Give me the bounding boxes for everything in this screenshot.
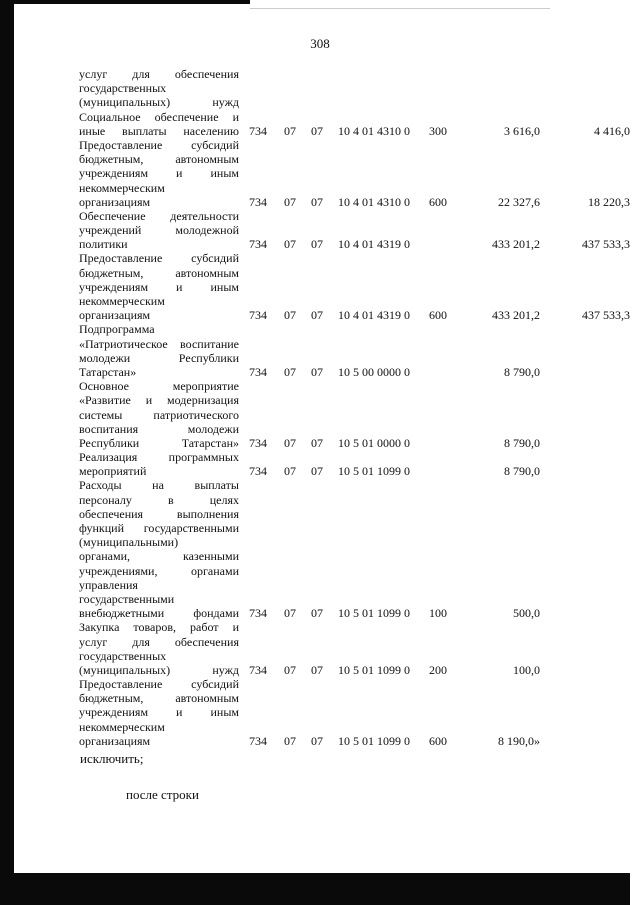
description-line: услуг для обеспечения bbox=[79, 67, 239, 81]
target-article-code: 10 5 00 0000 0 bbox=[338, 364, 410, 379]
description-line: учреждений молодежной bbox=[79, 223, 239, 238]
amount-year-1: 8 790,0 bbox=[504, 464, 540, 479]
description-line: обеспечения выполнения bbox=[79, 506, 239, 521]
target-article-code: 10 5 01 1099 0 bbox=[338, 464, 410, 479]
description-line: организациям bbox=[79, 733, 151, 748]
description-line: учреждениям и иным bbox=[79, 705, 239, 720]
description-line: «Развитие и модернизация bbox=[79, 393, 239, 408]
amount-year-2: 437 533,3 bbox=[582, 308, 630, 323]
amount-year-1: 433 201,2 bbox=[492, 237, 540, 252]
amount-year-1: 8 190,0» bbox=[498, 733, 540, 748]
target-article-code: 10 5 01 0000 0 bbox=[338, 435, 410, 450]
scan-border-top bbox=[14, 0, 250, 4]
target-article-code: 10 4 01 4310 0 bbox=[338, 194, 410, 209]
target-article-code: 10 5 01 1099 0 bbox=[338, 733, 410, 748]
section-code: 07 bbox=[284, 237, 296, 252]
amount-year-1: 8 790,0 bbox=[504, 435, 540, 450]
subsection-code: 07 bbox=[311, 606, 323, 621]
description-line: учреждениями, органами bbox=[79, 563, 239, 578]
description-line: Закупка товаров, работ и bbox=[79, 620, 239, 635]
description-line: государственными bbox=[79, 591, 175, 606]
section-code: 07 bbox=[284, 464, 296, 479]
department-code: 734 bbox=[249, 464, 267, 479]
department-code: 734 bbox=[249, 194, 267, 209]
row-description bbox=[79, 322, 239, 379]
description-line: Татарстан» bbox=[79, 364, 137, 379]
table-row bbox=[79, 620, 630, 677]
description-line: Предоставление субсидий bbox=[79, 677, 239, 692]
description-line: Подпрограмма bbox=[79, 322, 155, 337]
description-line: некоммерческим bbox=[79, 719, 165, 734]
subsection-code: 07 bbox=[311, 308, 323, 323]
description-line: «Патриотическое воспитание bbox=[79, 336, 239, 351]
table-row bbox=[79, 209, 630, 252]
section-code: 07 bbox=[284, 123, 296, 138]
row-description bbox=[79, 677, 239, 748]
amount-year-2: 4 416,0 bbox=[594, 123, 630, 138]
description-line: бюджетным, автономным bbox=[79, 691, 239, 706]
description-line: некоммерческим bbox=[79, 180, 165, 195]
description-line: (муниципальных) нужд bbox=[79, 662, 239, 677]
description-line: (муниципальных) нужд bbox=[79, 95, 239, 110]
description-line: учреждениям и иным bbox=[79, 166, 239, 181]
instruction-exclude: исключить; bbox=[80, 751, 144, 766]
description-line: функций государственными bbox=[79, 521, 239, 535]
table-row bbox=[79, 110, 630, 138]
scan-artifact-line bbox=[250, 8, 550, 9]
expense-type-code: 600 bbox=[429, 733, 447, 748]
section-code: 07 bbox=[284, 733, 296, 748]
subsection-code: 07 bbox=[311, 123, 323, 138]
subsection-code: 07 bbox=[311, 194, 323, 209]
department-code: 734 bbox=[249, 123, 267, 138]
table-row bbox=[79, 251, 630, 322]
section-code: 07 bbox=[284, 364, 296, 379]
table-row bbox=[79, 478, 630, 620]
description-line: органами, казенными bbox=[79, 549, 239, 564]
target-article-code: 10 4 01 4310 0 bbox=[338, 123, 410, 138]
subsection-code: 07 bbox=[311, 662, 323, 677]
target-article-code: 10 5 01 1099 0 bbox=[338, 662, 410, 677]
row-description bbox=[79, 620, 239, 677]
subsection-code: 07 bbox=[311, 364, 323, 379]
expense-type-code: 600 bbox=[429, 194, 447, 209]
scan-border-bottom bbox=[14, 873, 630, 905]
description-line: персоналу в целях bbox=[79, 492, 239, 507]
department-code: 734 bbox=[249, 662, 267, 677]
section-code: 07 bbox=[284, 435, 296, 450]
subsection-code: 07 bbox=[311, 733, 323, 748]
description-line: государственных bbox=[79, 648, 167, 663]
department-code: 734 bbox=[249, 308, 267, 323]
amount-year-1: 500,0 bbox=[513, 606, 540, 621]
scan-border-left bbox=[0, 0, 14, 905]
amount-year-1: 433 201,2 bbox=[492, 308, 540, 323]
description-line: Основное мероприятие bbox=[79, 379, 239, 394]
row-description bbox=[79, 251, 239, 322]
row-description bbox=[79, 478, 239, 620]
description-line: организациям bbox=[79, 308, 151, 323]
description-line: организациям bbox=[79, 194, 151, 209]
description-line: бюджетным, автономным bbox=[79, 152, 239, 167]
description-line: Предоставление субсидий bbox=[79, 251, 239, 266]
description-line: (муниципальными) bbox=[79, 535, 179, 550]
section-code: 07 bbox=[284, 606, 296, 621]
subsection-code: 07 bbox=[311, 464, 323, 479]
table-row bbox=[79, 379, 630, 450]
row-description bbox=[79, 138, 239, 209]
description-line: иные выплаты населению bbox=[79, 123, 239, 138]
expense-type-code: 200 bbox=[429, 662, 447, 677]
department-code: 734 bbox=[249, 733, 267, 748]
instruction-after-line: после строки bbox=[126, 787, 199, 802]
department-code: 734 bbox=[249, 237, 267, 252]
description-line: услуг для обеспечения bbox=[79, 634, 239, 649]
description-line: Обеспечение деятельности bbox=[79, 208, 239, 223]
subsection-code: 07 bbox=[311, 237, 323, 252]
description-line: бюджетным, автономным bbox=[79, 265, 239, 280]
table-row bbox=[79, 67, 630, 110]
row-description bbox=[79, 209, 239, 252]
department-code: 734 bbox=[249, 435, 267, 450]
description-line: учреждениям и иным bbox=[79, 279, 239, 294]
description-line: некоммерческим bbox=[79, 294, 165, 308]
department-code: 734 bbox=[249, 606, 267, 621]
description-line: воспитания молодежи bbox=[79, 421, 239, 436]
target-article-code: 10 4 01 4319 0 bbox=[338, 237, 410, 252]
target-article-code: 10 4 01 4319 0 bbox=[338, 308, 410, 323]
description-line: политики bbox=[79, 237, 128, 252]
page-number: 308 bbox=[310, 36, 330, 51]
target-article-code: 10 5 01 1099 0 bbox=[338, 606, 410, 621]
amount-year-2: 18 220,3 bbox=[588, 194, 630, 209]
description-line: Республики Татарстан» bbox=[79, 435, 239, 450]
description-line: молодежи Республики bbox=[79, 350, 239, 365]
amount-year-2: 437 533,3 bbox=[582, 237, 630, 252]
description-line: управления bbox=[79, 577, 138, 592]
amount-year-1: 3 616,0 bbox=[504, 123, 540, 138]
amount-year-1: 100,0 bbox=[513, 662, 540, 677]
table-row bbox=[79, 677, 630, 748]
description-line: мероприятий bbox=[79, 464, 147, 479]
subsection-code: 07 bbox=[311, 435, 323, 450]
description-line: государственных bbox=[79, 81, 167, 96]
description-line: Расходы на выплаты bbox=[79, 478, 239, 493]
description-line: внебюджетными фондами bbox=[79, 606, 239, 621]
expense-type-code: 100 bbox=[429, 606, 447, 621]
description-line: Реализация программных bbox=[79, 450, 239, 465]
amount-year-1: 8 790,0 bbox=[504, 364, 540, 379]
section-code: 07 bbox=[284, 194, 296, 209]
description-line: Предоставление субсидий bbox=[79, 137, 239, 152]
table-row bbox=[79, 322, 630, 379]
expense-type-code: 600 bbox=[429, 308, 447, 323]
amount-year-1: 22 327,6 bbox=[498, 194, 540, 209]
row-description bbox=[79, 379, 239, 450]
section-code: 07 bbox=[284, 662, 296, 677]
row-description bbox=[79, 450, 239, 478]
row-description bbox=[79, 67, 239, 110]
budget-table bbox=[79, 67, 630, 748]
expense-type-code: 300 bbox=[429, 123, 447, 138]
row-description bbox=[79, 110, 239, 138]
table-row bbox=[79, 138, 630, 209]
table-row bbox=[79, 450, 630, 478]
description-line: Социальное обеспечение и bbox=[79, 109, 239, 124]
section-code: 07 bbox=[284, 308, 296, 323]
description-line: системы патриотического bbox=[79, 407, 239, 422]
department-code: 734 bbox=[249, 364, 267, 379]
